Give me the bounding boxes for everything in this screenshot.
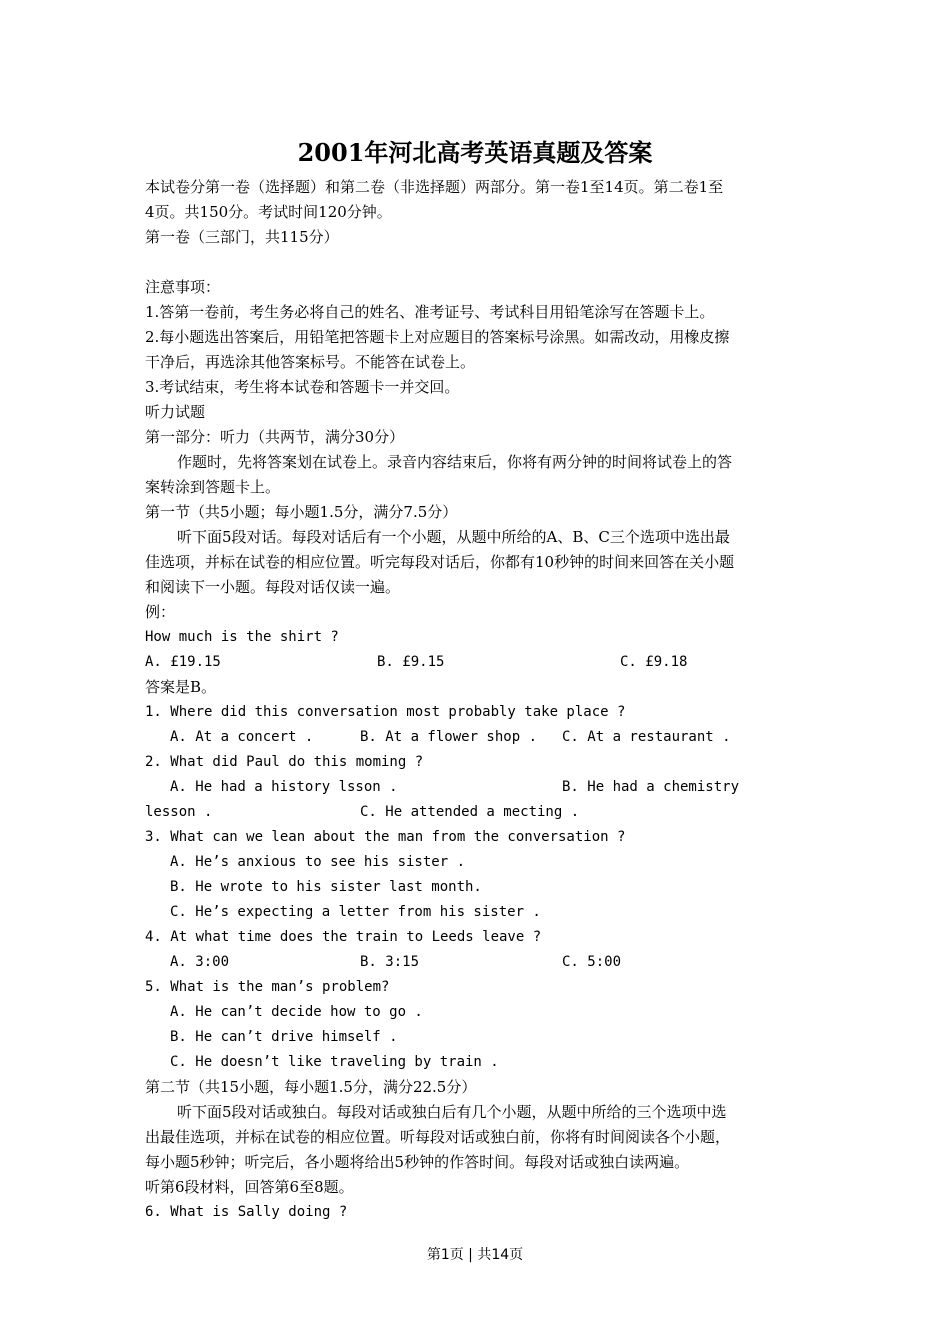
note-3: 3.考试结束，考生将本试卷和答题卡一并交回。: [145, 378, 460, 396]
listening-heading: 听力试题: [145, 403, 206, 421]
q5-option-a: A. He can’t decide how to go .: [170, 1004, 423, 1020]
question-5: 5. What is the man’s problem?: [145, 979, 390, 995]
note-1: 1.答第一卷前，考生务必将自己的姓名、准考证号、考试科目用铅笔涂写在答题卡上。: [145, 303, 715, 321]
q5-option-b: B. He can’t drive himself .: [170, 1029, 398, 1045]
q1-option-c: C. At a restaurant .: [562, 729, 731, 745]
section-two-instr-3: 每小题5秒钟；听完后，各小题将给出5秒钟的作答时间。每段对话或独白读两遍。: [145, 1153, 690, 1171]
intro-line-2: 4页。共150分。考试时间120分钟。: [145, 203, 392, 221]
q3-option-b: B. He wrote to his sister last month.: [170, 879, 482, 895]
q4-option-b: B. 3:15: [360, 954, 420, 970]
part-one-instr-2: 案转涂到答题卡上。: [145, 478, 281, 496]
section-one-instr-3: 和阅读下一小题。每段对话仅读一遍。: [145, 578, 401, 596]
example-label: 例：: [145, 603, 176, 621]
question-3: 3. What can we lean about the man from the conversation ?: [145, 829, 626, 845]
q2-option-c: C. He attended a mecting .: [360, 804, 580, 820]
q2-option-a: A. He had a history lsson .: [170, 779, 398, 795]
example-option-c: C. £9.18: [620, 654, 688, 670]
section-one-heading: 第一节（共5小题；每小题1.5分，满分7.5分）: [145, 503, 458, 521]
section-two-instr-1: 听下面5段对话或独白。每段对话或独白后有几个小题，从题中所给的三个选项中选: [177, 1103, 727, 1121]
q4-option-c: C. 5:00: [562, 954, 622, 970]
part-one-instr-1: 作题时，先将答案划在试卷上。录音内容结束后，你将有两分钟的时间将试卷上的答: [177, 453, 733, 471]
note-2-line-2: 干净后，再选涂其他答案标号。不能答在试卷上。: [145, 353, 476, 371]
section-two-heading: 第二节（共15小题，每小题1.5分，满分22.5分）: [145, 1078, 477, 1096]
q1-option-a: A. At a concert .: [170, 729, 314, 745]
section-one-instr-2: 佳选项，并标在试卷的相应位置。听完每段对话后，你都有10秒钟的时间来回答在关小题: [145, 553, 735, 571]
example-question: How much is the shirt ?: [145, 629, 339, 645]
material-6-heading: 听第6段材料，回答第6至8题。: [145, 1178, 354, 1196]
section-one-instr-1: 听下面5段对话。每段对话后有一个小题，从题中所给的A、B、C三个选项中选出最: [177, 528, 730, 546]
question-6: 6. What is Sally doing ?: [145, 1204, 348, 1220]
example-answer: 答案是B。: [145, 678, 217, 696]
q2-option-b-cont: lesson .: [145, 804, 213, 820]
question-4: 4. At what time does the train to Leeds leave ?: [145, 929, 542, 945]
question-2: 2. What did Paul do this moming ?: [145, 754, 424, 770]
q2-option-b: B. He had a chemistry: [562, 779, 740, 795]
page-title: 2001年河北高考英语真题及答案: [297, 138, 653, 167]
section-two-instr-2: 出最佳选项，并标在试卷的相应位置。听每段对话或独白前，你将有时间阅读各个小题，: [145, 1128, 731, 1146]
volume-one-heading: 第一卷（三部门，共115分）: [145, 228, 339, 246]
q3-option-a: A. He’s anxious to see his sister .: [170, 854, 466, 870]
part-one-heading: 第一部分：听力（共两节，满分30分）: [145, 428, 405, 446]
q3-option-c: C. He’s expecting a letter from his sister .: [170, 904, 541, 920]
intro-line-1: 本试卷分第一卷（选择题）和第二卷（非选择题）两部分。第一卷1至14页。第二卷1至: [145, 178, 724, 196]
q1-option-b: B. At a flower shop .: [360, 729, 538, 745]
q5-option-c: C. He doesn’t like traveling by train .: [170, 1054, 499, 1070]
question-1: 1. Where did this conversation most probably take place ?: [145, 704, 626, 720]
example-option-b: B. £9.15: [377, 654, 445, 670]
q4-option-a: A. 3:00: [170, 954, 230, 970]
page-footer: 第1页 | 共14页: [426, 1247, 524, 1263]
notes-heading: 注意事项：: [145, 278, 221, 296]
example-option-a: A. £19.15: [145, 654, 221, 670]
note-2-line-1: 2.每小题选出答案后，用铅笔把答题卡上对应题目的答案标号涂黑。如需改动，用橡皮擦: [145, 328, 730, 346]
